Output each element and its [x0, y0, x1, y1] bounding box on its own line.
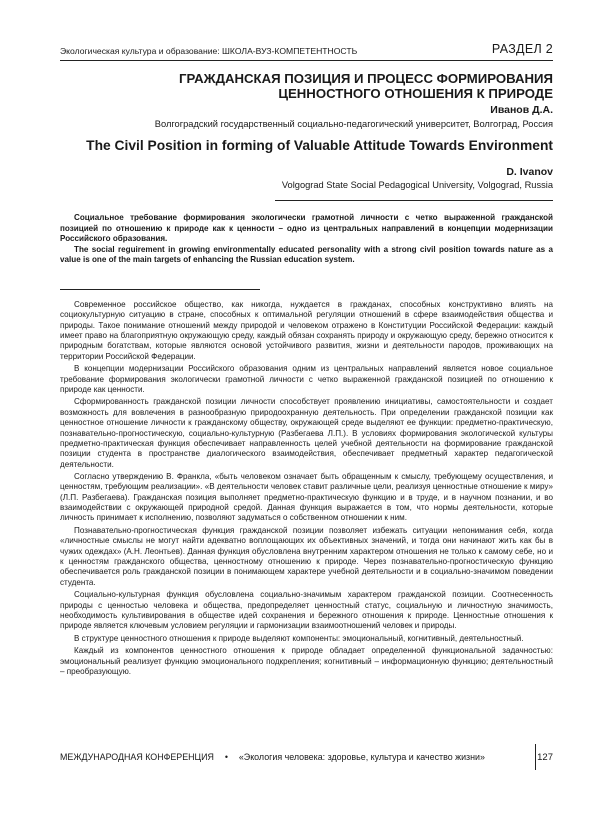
abstract-divider	[275, 200, 553, 201]
abstract-en: The social reguirement in growing environmentally educated personality with a strong civil position towards nature as a value is one of the main targets of enhancing the Russian education system.	[60, 244, 553, 264]
affiliation-ru: Волгоградский государственный социально-педагогический университет, Волгоград, Россия	[154, 119, 553, 129]
journal-header: Экологическая культура и образование: ШКОЛА-ВУЗ-КОМПЕТЕНТНОСТЬ	[60, 46, 358, 56]
footer	[60, 752, 485, 762]
body-divider	[60, 289, 260, 290]
section-label: РАЗДЕЛ 2	[491, 42, 553, 56]
conference-theme: «Экология человека: здоровье, культура и качество жизни»	[238, 752, 485, 762]
body-paragraph: В концепции модернизации Российского образования одним из центральных направлений является новое социальное требование формирования экологически грамотной личности с четко выраженной гражданской позицией по отношению к природе как ценности.	[60, 364, 553, 394]
conference-name: МЕЖДУНАРОДНАЯ КОНФЕРЕНЦИЯ	[60, 752, 214, 762]
author-ru: Иванов Д.А.	[490, 104, 553, 116]
footer-bullet: •	[224, 752, 228, 762]
affiliation-en: Volgograd State Social Pedagogical University, Volgograd, Russia	[281, 180, 553, 190]
body-paragraph: Современное российское общество, как никогда, нуждается в гражданах, способных конструктивно влиять на социокультурную ситуацию в стране, способных к оптимальной регуляции отношений в сфере взаимодействия общества и природы. Такое понимание отношений между природой и человеком отражено в Конституции Российской Федерации: каждый имеет право на благоприятную окружающую среду, каждый обязан сохранять природу и окружающую среду, бережно относится к природным богатствам, которые являются основой устойчивого развития, жизни и деятельности пародов, проживающих на территории Российской Федерации.	[60, 300, 553, 361]
body-paragraph: Социально-культурная функция обусловлена социально-значимым характером гражданской позиции. Соотнесенность природы с ценностью человека и общества, предопределяет ценностный статус, социальную и личностную значимость, необходимость культивирования в обществе идей сохранения и бережного отношения к природе. Ценностные отношения к природе является ключевым условием регуляции и гармонизации взаимоотношений человек и природы.	[60, 590, 553, 631]
title-line-2: ЦЕННОСТНОГО ОТНОШЕНИЯ К ПРИРОДЕ	[278, 85, 553, 101]
body-paragraph: Познавательно-прогностическая функция гражданской позиции позволяет избежать ситуации непонимания себя, когда «личностные смыслы не могут найти адекватно воплощающих их объективных значений, и тогда они начинают жить как бы в чужих одеждах» (А.Н. Леонтьев). Данная функция обусловлена внутренним характером отношения не только к самому себе, но и к ценностям гражданского общества, ценностному отношению к природе. Через познавательно-прогностическую функцию обеспечивается роль гражданской позиции в понимающем характере учебной деятельности и в социально-значимом поведении студента.	[60, 525, 553, 587]
body-paragraph: Каждый из компонентов ценностного отношения к природе обладает определенной функциональной задачностью: эмоциональный реализует функцию эмоционального подкрепления; когнитивный – информационную функцию; деятельностный – преобразующую.	[60, 646, 553, 676]
article-body	[60, 300, 553, 680]
body-paragraph: В структуре ценностного отношения к природе выделяют компоненты: эмоциональный, когнитивный, деятельностный.	[74, 633, 524, 643]
abstract	[60, 213, 553, 266]
footer-divider	[535, 744, 536, 770]
abstract-ru: Социальное требование формирования экологически грамотной личности с четко выраженной гражданской позицией по отношению к природе как к ценности – одно из центральных направлений в концепции модернизации Российского образования.	[60, 213, 553, 243]
body-paragraph: Сформированность гражданской позиции личности способствует проявлению инициативы, самостоятельности и создает возможность для вовлечения в разнообразную природоохранную деятельность. При определении гражданской позиции как ценностное отношение личности к гражданскому обществу, окружающей среде выделяют ее функции: предметно-практическую, познавательно-прогностическую, социально-культурную (Разбегаева Л.П.). В условиях формирования экологической культуры предметно-практическая функция обеспечивает направленность целей учебной деятельности на формирование гражданской позиции студента в пространстве диалогического взаимодействия, обеспечивает предметный характер педагогической деятельности.	[60, 397, 553, 469]
body-paragraph: Согласно утверждению В. Франкла, «быть человеком означает быть обращенным к смыслу, требующему осуществления, и ценностям, требующим реализации». «В деятельности человек ставит различные цели, реализуя ценностные отношение к миру» (Л.П. Разбегаева). Гражданская позиция выполняет предметно-практическую функцию и в труде, и в научном познании, и во взаимодействии с окружающей природной средой. Данная функция выражается в том, что нормы деятельности, которые личность принимает к исполнению, позволяют задуматься о собственном отношении к ним.	[60, 472, 553, 523]
article-title-ru	[60, 72, 553, 101]
title-line-1: ГРАЖДАНСКАЯ ПОЗИЦИЯ И ПРОЦЕСС ФОРМИРОВАНИЯ	[179, 71, 553, 86]
article-title-en: The Civil Position in forming of Valuable Attitude Towards Environment	[86, 138, 553, 153]
page-number: 127	[537, 752, 553, 763]
author-en: D. Ivanov	[506, 166, 553, 178]
header-divider	[60, 60, 553, 61]
